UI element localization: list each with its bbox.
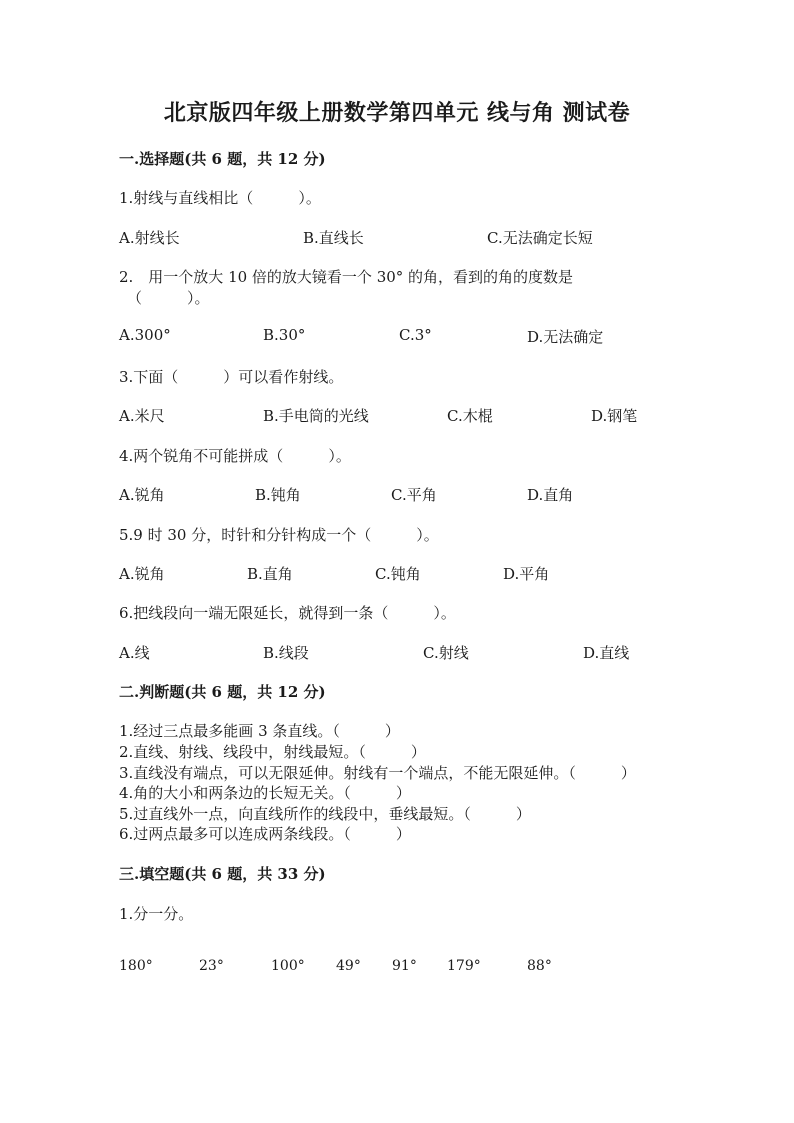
angle-value: 49°	[336, 958, 361, 974]
option-a: A.300°	[119, 326, 171, 344]
angle-value: 100°	[271, 958, 305, 974]
option-b: B.手电筒的光线	[263, 407, 369, 425]
option-c: C.无法确定长短	[487, 229, 593, 247]
judge-item: 3.直线没有端点，可以无限延伸。射线有一个端点，不能无限延伸。（ ）	[119, 764, 636, 782]
option-a: A.米尺	[119, 407, 165, 425]
page-title: 北京版四年级上册数学第四单元 线与角 测试卷	[163, 100, 631, 126]
judge-item: 5.过直线外一点，向直线所作的线段中，垂线最短。（ ）	[119, 805, 531, 823]
option-c: C.钝角	[375, 565, 421, 583]
option-c: C.木棍	[447, 407, 493, 425]
section-heading-choice: 一.选择题(共 6 题，共 12 分)	[119, 150, 326, 168]
question-stem: 4.两个锐角不可能拼成（ ）。	[119, 447, 351, 465]
judge-item: 4.角的大小和两条边的长短无关。（ ）	[119, 784, 411, 802]
question-stem: 3.下面（ ）可以看作射线。	[119, 368, 344, 386]
option-c: C.射线	[423, 644, 469, 662]
question-stem-continued: （ ）。	[127, 289, 210, 307]
angle-value: 180°	[119, 958, 153, 974]
option-c: C.3°	[399, 326, 432, 344]
question-stem: 1.分一分。	[119, 905, 194, 923]
section-heading-fill: 三.填空题(共 6 题，共 33 分)	[119, 865, 326, 883]
option-b: B.线段	[263, 644, 309, 662]
option-b: B.直线长	[303, 229, 364, 247]
option-d: D.直角	[527, 486, 574, 504]
option-a: A.锐角	[119, 486, 165, 504]
option-b: B.直角	[247, 565, 293, 583]
option-b: B.钝角	[255, 486, 301, 504]
option-b: B.30°	[263, 326, 306, 344]
angle-value: 23°	[199, 958, 224, 974]
judge-item: 6.过两点最多可以连成两条线段。（ ）	[119, 825, 411, 843]
section-heading-judge: 二.判断题(共 6 题，共 12 分)	[119, 683, 326, 701]
judge-item: 1.经过三点最多能画 3 条直线。（ ）	[119, 722, 400, 740]
question-stem: 1.射线与直线相比（ ）。	[119, 189, 321, 207]
angle-value: 88°	[527, 958, 552, 974]
angle-value: 179°	[447, 958, 481, 974]
option-d: D.钢笔	[591, 407, 638, 425]
angle-value: 91°	[392, 958, 417, 974]
question-stem: 2. 用一个放大 10 倍的放大镜看一个 30° 的角，看到的角的度数是	[119, 268, 574, 286]
option-c: C.平角	[391, 486, 437, 504]
option-d: D.无法确定	[527, 328, 604, 346]
option-a: A.锐角	[119, 565, 165, 583]
option-a: A.线	[119, 644, 150, 662]
question-stem: 5.9 时 30 分，时针和分针构成一个（ ）。	[119, 526, 439, 544]
option-d: D.直线	[583, 644, 630, 662]
question-stem: 6.把线段向一端无限延长，就得到一条（ ）。	[119, 604, 456, 622]
judge-item: 2.直线、射线、线段中，射线最短。（ ）	[119, 743, 426, 761]
option-d: D.平角	[503, 565, 550, 583]
option-a: A.射线长	[119, 229, 180, 247]
